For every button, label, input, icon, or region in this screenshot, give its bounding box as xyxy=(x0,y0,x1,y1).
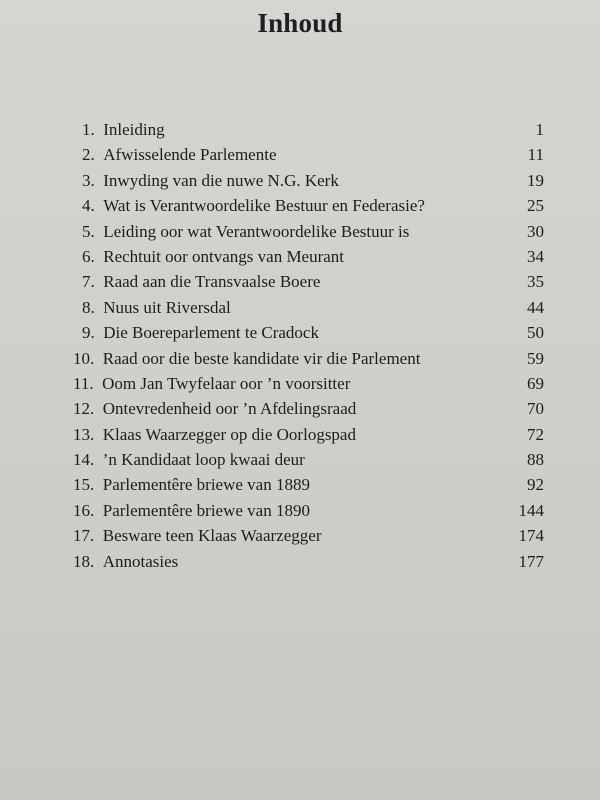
toc-entry xyxy=(82,320,544,345)
toc-entry-number: 18. xyxy=(73,551,99,571)
toc-entry-title: Parlementêre briewe van 1889 xyxy=(102,475,310,495)
toc-entry xyxy=(73,371,544,396)
toc-entry xyxy=(82,295,544,320)
toc-entry-number: 13. xyxy=(73,424,99,444)
toc-entry-page: 174 xyxy=(518,526,544,546)
toc-entry xyxy=(73,523,544,548)
toc-entry-page: 25 xyxy=(527,196,544,216)
toc-entry-number: 10. xyxy=(73,348,99,368)
toc-entry-page: 88 xyxy=(527,450,544,470)
toc-entry-title: Raad aan die Transvaalse Boere xyxy=(103,272,321,292)
toc-entry-number: 9. xyxy=(82,323,99,343)
toc-entry-number: 11. xyxy=(73,373,98,393)
toc-entry-page: 59 xyxy=(527,348,544,368)
toc-entry xyxy=(73,346,544,371)
toc-entry xyxy=(82,142,544,167)
toc-entry xyxy=(73,396,544,421)
toc-entry-page: 44 xyxy=(527,297,544,317)
toc-entry-title: Afwisselende Parlemente xyxy=(103,145,277,165)
toc-entry-title: ’n Kandidaat loop kwaai deur xyxy=(102,450,305,470)
toc-entry xyxy=(82,269,544,294)
toc-entry-number: 2. xyxy=(82,145,99,165)
toc-entry-page: 144 xyxy=(518,500,544,520)
toc-entry-title: Nuus uit Riversdal xyxy=(103,297,231,317)
toc-entry-number: 15. xyxy=(73,475,99,495)
toc-entry xyxy=(82,117,544,142)
toc-entry-page: 72 xyxy=(527,424,544,444)
toc-entry xyxy=(73,498,544,523)
toc-entry-title: Oom Jan Twyfelaar oor ’n voorsitter xyxy=(102,373,351,393)
toc-entry-page: 30 xyxy=(527,221,544,241)
toc-entry-page: 92 xyxy=(527,475,544,495)
toc-entry-page: 19 xyxy=(527,170,544,190)
toc-entry xyxy=(73,422,544,447)
toc-entry-title: Rechtuit oor ontvangs van Meurant xyxy=(103,246,345,266)
toc-entry-title: Leiding oor wat Verantwoordelike Bestuur is xyxy=(103,221,410,241)
toc-entry-page: 50 xyxy=(527,323,544,343)
toc-entry-title: Klaas Waarzegger op die Oorlogspad xyxy=(102,424,356,444)
toc-entry xyxy=(82,168,544,193)
toc-entry-number: 17. xyxy=(73,526,99,546)
toc-entry-title: Die Boereparlement te Cradock xyxy=(103,323,319,343)
toc-entry-number: 12. xyxy=(73,399,99,419)
toc-entry-page: 35 xyxy=(527,272,544,292)
toc-entry-number: 8. xyxy=(82,297,99,317)
toc-entry-page: 70 xyxy=(527,399,544,419)
table-of-contents xyxy=(73,117,544,574)
toc-entry-page: 177 xyxy=(518,551,544,571)
toc-entry-title: Raad oor die beste kandidate vir die Parlement xyxy=(102,348,421,368)
toc-entry xyxy=(82,219,544,244)
toc-entry-title: Ontevredenheid oor ’n Afdelingsraad xyxy=(102,399,357,419)
toc-entry xyxy=(82,244,544,269)
toc-entry-number: 6. xyxy=(82,246,99,266)
toc-entry-page: 11 xyxy=(527,145,544,165)
page-title: Inhoud xyxy=(257,8,343,38)
toc-entry-title: Parlementêre briewe van 1890 xyxy=(102,500,310,520)
toc-entry xyxy=(73,472,544,497)
toc-entry-title: Besware teen Klaas Waarzegger xyxy=(102,526,322,546)
toc-entry-number: 4. xyxy=(82,196,99,216)
toc-entry-number: 3. xyxy=(82,170,99,190)
toc-entry-title: Wat is Verantwoordelike Bestuur en Federasie? xyxy=(103,196,425,216)
toc-entry-number: 7. xyxy=(82,272,99,292)
toc-entry-title: Inleiding xyxy=(103,120,165,139)
toc-entry-page: 34 xyxy=(527,246,544,266)
toc-entry-page: 69 xyxy=(527,373,544,393)
toc-entry xyxy=(73,447,544,472)
toc-entry-number: 16. xyxy=(73,500,99,520)
toc-entry-number: 14. xyxy=(73,450,99,470)
toc-entry-title: Inwyding van die nuwe N.G. Kerk xyxy=(103,170,339,190)
toc-entry xyxy=(73,549,544,574)
toc-entry-page: 1 xyxy=(535,120,544,139)
toc-entry-number: 1. xyxy=(82,120,99,139)
toc-entry xyxy=(82,193,544,218)
toc-entry-title: Annotasies xyxy=(102,551,179,571)
toc-entry-number: 5. xyxy=(82,221,99,241)
